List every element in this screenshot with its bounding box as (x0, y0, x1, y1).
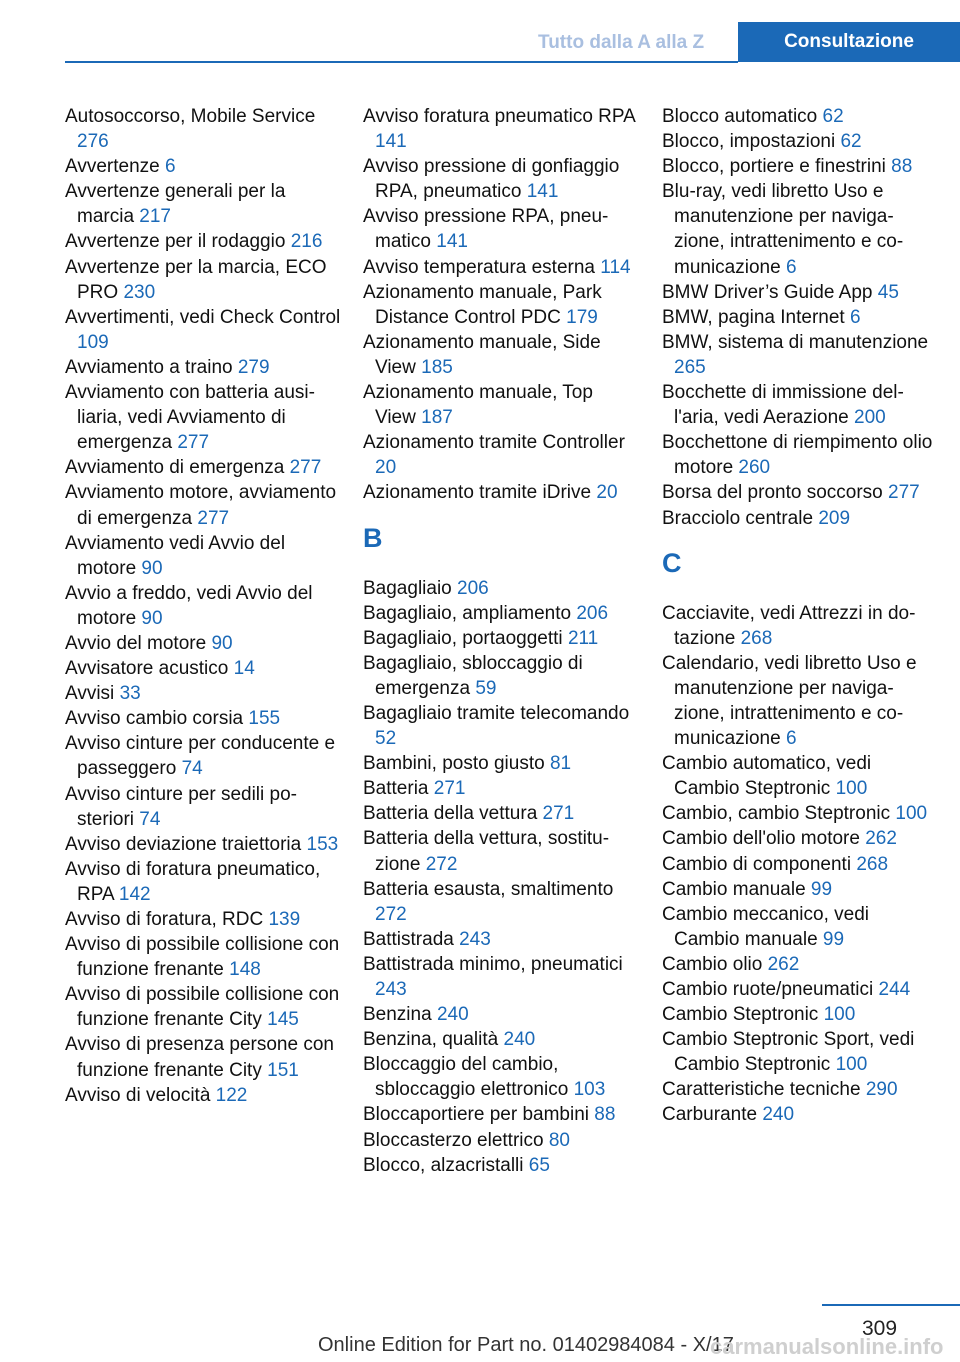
index-entry-term: Cambio meccanico, vedi Cambio manuale (662, 903, 869, 950)
page-reference-link[interactable]: 240 (436, 1004, 469, 1026)
index-entry (65, 1032, 341, 1082)
page-reference-link[interactable]: 100 (835, 1054, 868, 1076)
index-entry (662, 1102, 938, 1127)
page-reference-link[interactable]: 65 (528, 1154, 550, 1176)
page-reference-link[interactable]: 142 (118, 883, 151, 905)
index-entry-term: Azionamento tramite iDrive (363, 482, 592, 504)
page-reference-link[interactable]: 271 (433, 778, 466, 800)
index-entry-term: Carburante (662, 1104, 758, 1126)
page-reference-link[interactable]: 272 (425, 853, 458, 875)
index-entry (662, 480, 938, 505)
index-entry (662, 129, 938, 154)
index-entry (363, 877, 639, 927)
index-entry-term: Blocco automatico (662, 106, 818, 127)
page-reference-link[interactable]: 139 (268, 909, 301, 930)
index-entry (65, 255, 341, 305)
index-entry (363, 801, 639, 826)
page-reference-link[interactable]: 80 (548, 1129, 570, 1151)
index-entry (363, 601, 639, 626)
page-reference-link[interactable]: 141 (526, 181, 559, 203)
index-entry (363, 576, 639, 601)
index-entry-term: Cambio automatico, vedi Cambio Steptronic (662, 753, 872, 800)
page-reference-link[interactable]: 88 (594, 1104, 616, 1126)
index-entry (662, 104, 938, 129)
index-entry-term: Avvio a freddo, vedi Avvio del motore (65, 582, 313, 629)
page-reference-link[interactable]: 277 (197, 507, 230, 529)
index-entry-term: Avviso temperatura esterna (363, 256, 595, 278)
page-reference-link[interactable]: 52 (375, 728, 397, 750)
index-entry (65, 581, 341, 631)
page-reference-link[interactable]: 109 (77, 331, 109, 353)
page-reference-link[interactable]: 265 (674, 356, 706, 378)
page-reference-link[interactable]: 145 (267, 1009, 299, 1031)
page-reference-link[interactable]: 243 (375, 979, 407, 1000)
index-column-3 (662, 104, 938, 1128)
index-entry (363, 826, 639, 876)
page-reference-link[interactable]: 211 (567, 627, 599, 649)
index-entry (363, 751, 639, 776)
index-entry (662, 826, 938, 851)
index-entry-term: Avvio del motore (65, 632, 207, 654)
index-column-2 (363, 104, 639, 1178)
index-entry (363, 651, 639, 701)
index-entry-term: Blocco, portiere e finestrini (662, 156, 886, 178)
index-entry-term: Benzina, qualità (363, 1029, 499, 1051)
page-reference-link[interactable]: 74 (181, 758, 203, 780)
index-entry (662, 1077, 938, 1102)
index-entry-term: Avviso foratura pneumatico RPA (363, 106, 635, 127)
header-divider (65, 61, 738, 63)
page-number: 309 (862, 1317, 898, 1340)
index-entry (65, 455, 341, 480)
index-entry-term: Bloccaportiere per bambini (363, 1104, 590, 1126)
page-reference-link[interactable]: 240 (503, 1029, 536, 1051)
page-reference-link[interactable]: 62 (840, 131, 862, 153)
index-entry (65, 982, 341, 1032)
index-entry-term: Bambini, posto giusto (363, 753, 545, 775)
page-reference-link[interactable]: 200 (854, 407, 886, 429)
page-reference-link[interactable]: 88 (891, 156, 913, 178)
index-column-1 (65, 104, 341, 1108)
page-reference-link[interactable]: 59 (475, 677, 497, 699)
page-header (0, 0, 960, 62)
page-reference-link[interactable]: 206 (457, 577, 489, 599)
page-reference-link[interactable]: 151 (267, 1059, 299, 1081)
page-reference-link[interactable]: 90 (141, 557, 163, 579)
index-entry-term: Batteria della vettura, sostituzione (363, 828, 610, 875)
index-entry-term: Avviso cambio corsia (65, 708, 244, 730)
page-reference-link[interactable]: 90 (211, 632, 233, 654)
page-reference-link[interactable]: 114 (600, 256, 631, 278)
index-entry-term: Caratteristiche tecniche (662, 1079, 861, 1101)
index-entry-term: Cambio olio (662, 953, 763, 975)
index-entry (65, 656, 341, 681)
page-reference-link[interactable]: 277 (888, 482, 920, 504)
index-entry (363, 204, 639, 254)
index-entry-term: Batteria della vettura (363, 803, 538, 825)
index-entry (363, 1102, 639, 1127)
index-entry-term: Cambio di componenti (662, 853, 852, 875)
page-reference-link[interactable]: 277 (289, 457, 322, 479)
page-reference-link[interactable]: 20 (596, 482, 618, 504)
index-entry (662, 1002, 938, 1027)
index-entry (65, 857, 341, 907)
index-entry-term: Avviso di presenza persone con funzione frenante City (65, 1034, 334, 1081)
index-entry-term: Cambio, cambio Steptronic (662, 803, 891, 825)
footer-divider (822, 1304, 960, 1306)
page-reference-link[interactable]: 276 (77, 131, 109, 153)
page-reference-link[interactable]: 74 (139, 808, 161, 830)
index-entry-term: Avviamento vedi Avvio del motore (65, 532, 286, 579)
page-reference-link[interactable]: 148 (229, 959, 261, 981)
index-entry-term: Avviso deviazione traiettoria (65, 833, 302, 855)
index-entry-term: Bagagliaio tramite telecomando (363, 702, 630, 724)
edition-footer: Online Edition for Part no. 01402984084 - X/17 (318, 1334, 734, 1356)
page-reference-link[interactable]: 99 (822, 928, 845, 950)
index-entry (65, 706, 341, 731)
index-entry-term: Bagagliaio, ampliamento (363, 602, 572, 624)
index-entry-term: Blocco, impostazioni (662, 131, 836, 153)
page-reference-link[interactable]: 230 (123, 281, 156, 303)
index-entry (662, 330, 938, 380)
index-entry-term: Avviamento a traino (65, 356, 233, 378)
page-reference-link[interactable]: 99 (810, 878, 833, 900)
index-entry-term: Cacciavite, vedi Attrezzi in dotazione (662, 602, 916, 649)
index-entry (363, 280, 639, 330)
page-reference-link[interactable]: 260 (738, 457, 771, 479)
index-entry (363, 927, 639, 952)
index-entry-term: Cambio manuale (662, 878, 806, 900)
index-entry (662, 506, 938, 531)
index-entry (65, 1083, 341, 1108)
index-entry (363, 626, 639, 651)
index-entry-term: Avvertenze (65, 156, 160, 178)
index-entry-term: Azionamento tramite Controller (363, 432, 625, 454)
index-entry-term: Cambio dell'olio motore (662, 828, 860, 850)
index-entry-term: Avviso cinture per conducente e passeggero (65, 733, 336, 780)
index-entry-term: Cambio ruote/pneumatici (662, 979, 874, 1000)
index-entry-term: Azionamento manuale, Top View (363, 382, 593, 429)
index-entry (65, 681, 341, 706)
page-reference-link[interactable]: 155 (248, 708, 281, 730)
index-entry (662, 305, 938, 330)
index-entry-term: Cambio Steptronic Sport, vedi Cambio Steptronic (662, 1029, 915, 1076)
index-letter-heading: B (363, 522, 383, 553)
index-entry-term: Avviso cinture per sedili posteriori (65, 783, 297, 830)
index-entry (65, 832, 341, 857)
index-entry-term: BMW, sistema di manutenzione (662, 331, 929, 353)
index-entry-term: Avviamento con batteria ausiliaria, vedi Avviamento di emergenza (65, 382, 315, 454)
page-reference-link[interactable]: 62 (822, 106, 844, 127)
page-reference-link[interactable]: 33 (119, 683, 141, 705)
index-entry (65, 731, 341, 781)
index-entry-term: Avviso di velocità (65, 1084, 211, 1106)
page-reference-link[interactable]: 103 (573, 1079, 606, 1101)
index-entry-term: Avvertimenti, vedi Check Control (65, 306, 341, 328)
page-reference-link[interactable]: 122 (215, 1084, 248, 1106)
index-entry (662, 952, 938, 977)
index-entry-term: Bloccasterzo elettrico (363, 1129, 544, 1151)
page-reference-link[interactable]: 141 (436, 231, 468, 253)
index-entry (363, 104, 639, 154)
index-entry (65, 782, 341, 832)
index-entry-term: Avviso di foratura pneumatico, RPA (65, 858, 321, 905)
page-reference-link[interactable]: 20 (375, 457, 397, 479)
page-reference-link[interactable]: 262 (767, 953, 800, 975)
index-entry (662, 601, 938, 651)
index-entry (65, 531, 341, 581)
section-tab: Consultazione (738, 22, 960, 62)
page-reference-link[interactable]: 6 (850, 306, 861, 328)
index-entry-term: Benzina (363, 1004, 432, 1026)
index-entry-term: Bagagliaio (363, 577, 452, 599)
page-reference-link[interactable]: 153 (306, 833, 339, 855)
index-entry (363, 330, 639, 380)
page-reference-link[interactable]: 45 (877, 281, 899, 303)
index-entry (65, 907, 341, 932)
index-entry-term: Azionamento manuale, Side View (363, 331, 601, 378)
page-reference-link[interactable]: 271 (542, 803, 575, 825)
index-entry (363, 1027, 639, 1052)
index-entry (662, 1027, 938, 1077)
index-letter-heading: C (662, 547, 682, 578)
page-reference-link[interactable]: 290 (865, 1079, 898, 1101)
page-reference-link[interactable]: 206 (576, 602, 609, 624)
index-entry (662, 751, 938, 801)
index-entry (363, 480, 639, 505)
index-entry (65, 305, 341, 355)
page-reference-link[interactable]: 185 (421, 356, 453, 378)
page-reference-link[interactable]: 244 (878, 979, 911, 1000)
index-entry (662, 651, 938, 751)
index-entry (662, 380, 938, 430)
index-entry-term: Bocchette di immissione dell'aria, vedi Aerazione (662, 382, 904, 429)
index-entry (65, 104, 341, 154)
index-entry-term: Battistrada minimo, pneumatici (363, 953, 623, 975)
index-entry-term: Avviso pressione di gonfiaggio RPA, pneumatico (363, 156, 620, 203)
index-entry (363, 380, 639, 430)
index-entry-term: Avviamento motore, avviamento di emergenza (65, 482, 337, 529)
page-reference-link[interactable]: 141 (375, 131, 407, 153)
index-entry (363, 701, 639, 751)
index-entry (65, 355, 341, 380)
page-reference-link[interactable]: 100 (835, 778, 868, 800)
index-entry-term: Autosoccorso, Mobile Service (65, 106, 316, 127)
page-reference-link[interactable]: 268 (740, 627, 773, 649)
index-entry (662, 179, 938, 279)
index-entry (363, 1128, 639, 1153)
index-entry-term: Calendario, vedi libretto Uso e manutenzione per navigazione, intrattenimento e comunicazione (662, 652, 917, 750)
index-entry (65, 480, 341, 530)
index-entry-term: Avvisatore acustico (65, 658, 229, 680)
index-entry (363, 1002, 639, 1027)
index-entry-term: Bracciolo centrale (662, 507, 814, 529)
page-reference-link[interactable]: 81 (549, 753, 572, 775)
index-entry-term: Borsa del pronto soccorso (662, 482, 883, 504)
page-reference-link[interactable]: 272 (375, 903, 407, 925)
page-reference-link[interactable]: 100 (823, 1004, 856, 1026)
index-entry-term: Avviso pressione RPA, pneumatico (363, 206, 609, 253)
page-reference-link[interactable]: 243 (459, 928, 491, 950)
index-entry-term: Avviamento di emergenza (65, 457, 285, 479)
index-entry-term: BMW, pagina Internet (662, 306, 845, 328)
page-reference-link[interactable]: 217 (139, 206, 171, 228)
page-reference-link[interactable]: 14 (233, 658, 255, 680)
index-entry-term: Batteria (363, 778, 429, 800)
index-entry-term: Avviso di possibile collisione con funzione frenante (65, 934, 340, 981)
watermark: carmanualsonline.info (710, 1334, 944, 1359)
index-entry (662, 801, 938, 826)
page-reference-link[interactable]: 6 (164, 156, 176, 178)
index-entry (65, 179, 341, 229)
index-entry-term: Bloccaggio del cambio, sbloccaggio elettronico (363, 1054, 569, 1101)
index-entry (65, 631, 341, 656)
index-entry (363, 1052, 639, 1102)
index-entry-term: Avvertenze per la marcia, ECO PRO (65, 256, 327, 303)
index-entry-term: Avviso di possibile collisione con funzione frenante City (65, 984, 340, 1031)
index-entry (662, 430, 938, 480)
index-entry (65, 932, 341, 982)
index-entry-term: Avvertenze per il rodaggio (65, 231, 286, 253)
index-entry-term: Battistrada (363, 928, 454, 950)
page-reference-link[interactable]: 240 (762, 1104, 795, 1126)
index-entry (363, 952, 639, 1002)
index-entry (662, 852, 938, 877)
index-entry (65, 380, 341, 455)
page-reference-link[interactable]: 279 (237, 356, 270, 378)
index-entry (65, 229, 341, 254)
page-reference-link[interactable]: 6 (785, 728, 797, 750)
index-entry-term: Blu-ray, vedi libretto Uso e manutenzione per navigazione, intrattenimento e comunicazione (662, 181, 904, 278)
index-entry (662, 902, 938, 952)
index-entry (363, 255, 639, 280)
index-entry-term: Avviso di foratura, RDC (65, 909, 264, 930)
index-entry-term: Batteria esausta, smaltimento (363, 878, 614, 900)
index-entry-term: Azionamento manuale, Park Distance Control PDC (363, 281, 602, 328)
page-reference-link[interactable]: 209 (818, 507, 851, 529)
index-entry (662, 280, 938, 305)
index-entry (662, 154, 938, 179)
page-reference-link[interactable]: 216 (290, 231, 323, 253)
page-reference-link[interactable]: 100 (895, 803, 928, 825)
index-entry-term: Bocchettone di riempimento olio motore (662, 432, 933, 479)
section-title: Tutto dalla A alla Z (538, 32, 705, 53)
index-entry (662, 877, 938, 902)
page-reference-link[interactable]: 179 (566, 306, 598, 328)
index-entry (363, 1153, 639, 1178)
page-reference-link[interactable]: 187 (421, 407, 453, 429)
index-entry (363, 154, 639, 204)
index-entry-term: Avvisi (65, 683, 115, 705)
index-entry (662, 977, 938, 1002)
index-entry (65, 154, 341, 179)
index-entry-term: Bagagliaio, sbloccaggio di emergenza (363, 652, 583, 699)
index-entry (363, 776, 639, 801)
page-reference-link[interactable]: 90 (141, 607, 163, 629)
index-entry-term: Cambio Steptronic (662, 1004, 819, 1026)
index-entry-term: Avvertenze generali per la marcia (65, 181, 286, 228)
page-reference-link[interactable]: 262 (865, 828, 897, 850)
index-entry-term: BMW Driver’s Guide App (662, 281, 873, 303)
page-reference-link[interactable]: 6 (785, 256, 797, 278)
index-entry-term: Blocco, alzacristalli (363, 1154, 524, 1176)
page-reference-link[interactable]: 277 (177, 432, 210, 454)
index-entry-term: Bagagliaio, portaoggetti (363, 627, 563, 649)
index-entry (363, 430, 639, 480)
page-reference-link[interactable]: 268 (856, 853, 889, 875)
